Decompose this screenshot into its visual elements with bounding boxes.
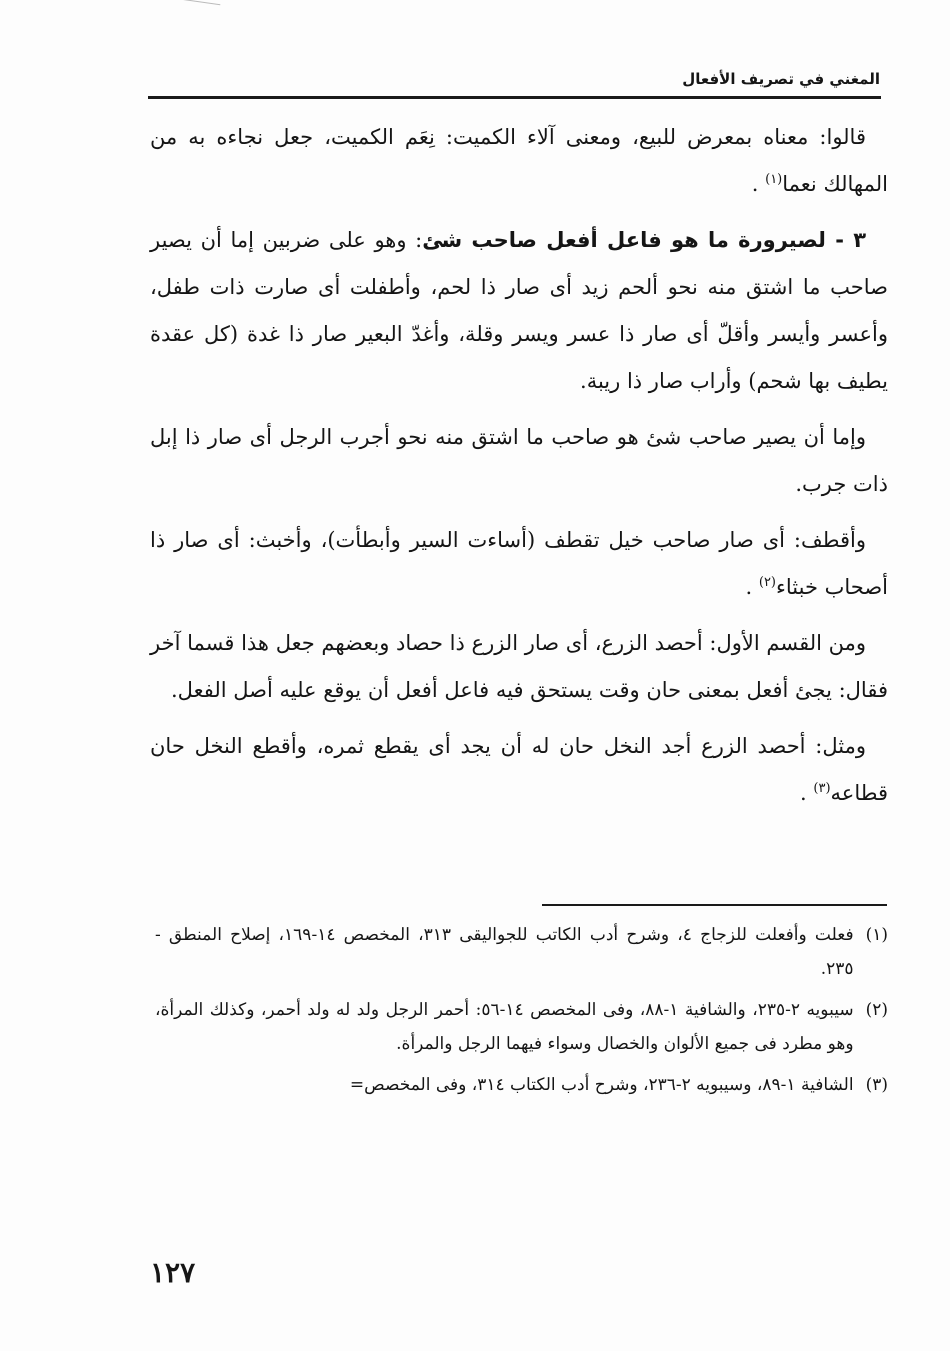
page-number: ١٢٧ (150, 1256, 196, 1289)
section-number: ٣ - (825, 228, 867, 252)
footnote-number: (١) (865, 925, 888, 945)
paragraph-4-end: . (745, 575, 759, 599)
footnotes (155, 918, 888, 1109)
footnote-ref-1: (١) (765, 172, 783, 187)
paragraph-6 (150, 723, 888, 817)
paragraph-4-text: وأقطف: أى صار صاحب خيل تقطف (أساءت السير وأبطأت)، وأخبث: أى صار ذا أصحاب خبثاء (150, 528, 888, 599)
header-rule (148, 96, 881, 99)
paragraph-3: وإما أن يصير صاحب شئ هو صاحب ما اشتق منه نحو أجرب الرجل أى صار ذا إبل ذات جرب. (150, 425, 888, 496)
paragraph-5: ومن القسم الأول: أحصد الزرع، أى صار الزرع ذا حصاد وبعضهم جعل هذا قسما آخر فقال: يجئ أفعل بمعنى حان وقت يستحق فيه فاعل أفعل أن يوقع عليه أصل الفعل. (150, 631, 888, 702)
footnote-rule (542, 904, 887, 906)
main-text (150, 114, 888, 826)
footnote-text: الشافية ١-٨٩، وسيبويه ٢-٢٣٦، وشرح أدب الكتاب ٣١٤، وفى المخصص= (349, 1075, 854, 1095)
footnote-number: (٢) (865, 1000, 888, 1020)
footnote (155, 1068, 888, 1102)
footnote-number: (٣) (865, 1075, 888, 1095)
paragraph-1 (150, 114, 888, 208)
footnote-ref-2: (٢) (758, 575, 776, 590)
scan-mark (160, 0, 221, 13)
paragraph-6-text: ومثل: أحصد الزرع أجد النخل حان له أن يجد أى يقطع ثمره، وأقطع النخل حان قطاعه (150, 734, 888, 805)
running-title: المغني في تصريف الأفعال (682, 70, 880, 88)
footnote-text: فعلت وأفعلت للزجاج ٤، وشرح أدب الكاتب للجواليقى ٣١٣، المخصص ١٤-١٦٩، إصلاح المنطق - ٢٣٥. (155, 925, 854, 979)
paragraph-4 (150, 517, 888, 611)
footnote-ref-3: (٣) (813, 781, 831, 796)
footnote (155, 918, 888, 986)
paragraph-2-text: : وهو على ضربين إما أن يصير صاحب ما اشتق منه نحو ألحم زيد أى صار ذا لحم، وأطفلت أى صارت ذات طفل، وأعسر وأيسر وأقلّ أى صار ذا عسر ويسر وقلة، وأغدّ البعير صار ذا غدة (كل عقدة يطيف بها شحم) وأراب صار ذا ريبة. (150, 228, 888, 393)
paragraph-6-end: . (800, 781, 814, 805)
section-heading: لصيرورة ما هو فاعل أفعل صاحب شئ (422, 228, 826, 252)
footnote (155, 993, 888, 1061)
paragraph-2 (150, 217, 888, 405)
paragraph-1-text: قالوا: معناه بمعرض للبيع، ومعنى آلاء الكميت: نِعَم الكميت، جعل نجاءه به من المهالك نعما (150, 125, 888, 196)
footnote-text: سيبويه ٢-٢٣٥، والشافية ١-٨٨، وفى المخصص ١٤-٥٦: أحمر الرجل ولد له ولد أحمر، وكذلك المرأة، وهو مطرد فى جميع الألوان والخصال وسواء فيهما الرجل والمرأة. (155, 1000, 854, 1054)
paragraph-1-end: . (751, 172, 766, 196)
